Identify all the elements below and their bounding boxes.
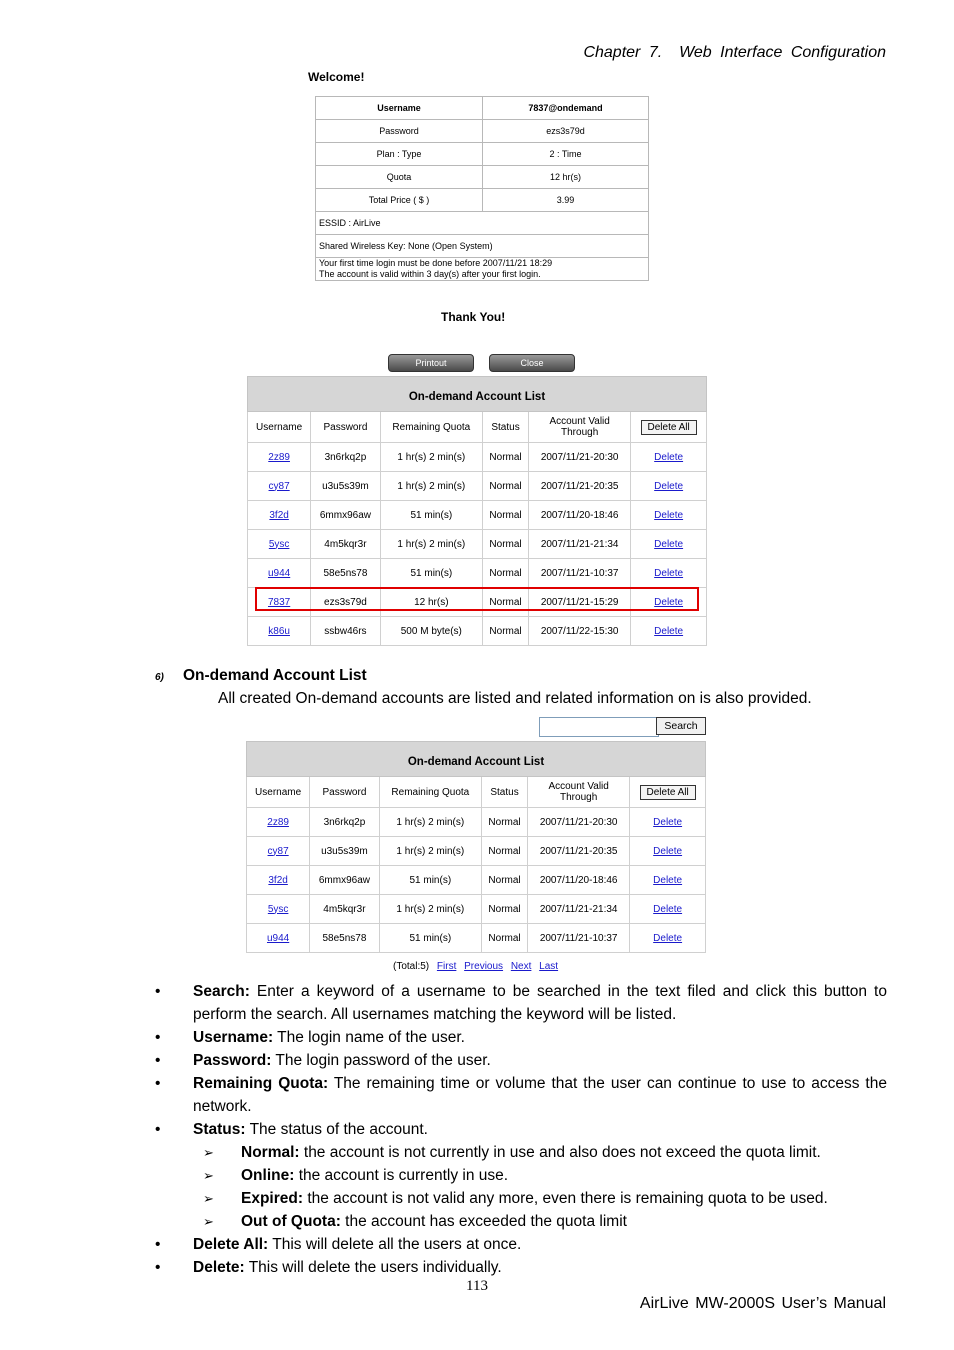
bullet-item (155, 980, 887, 1026)
printout-button[interactable]: Printout (388, 354, 474, 372)
arrow-bullet-icon: ➢ (203, 1145, 214, 1160)
status-term: Expired: (241, 1190, 304, 1207)
login-note-line: Your first time login must be done before 2007/11/21 18:29 (319, 258, 553, 268)
bullet-term: Password: (193, 1052, 272, 1069)
welcome-value: 3.99 (483, 189, 649, 212)
password-cell: 4m5kqr3r (310, 895, 379, 924)
delete-all-button[interactable]: Delete All (640, 785, 696, 800)
username-cell (248, 617, 311, 646)
bullet-term: Username: (193, 1029, 274, 1046)
status-term: Normal: (241, 1144, 300, 1161)
welcome-row (316, 235, 649, 258)
username-link[interactable]: 5ysc (268, 538, 290, 550)
bullet-text: The remaining time or volume that the user can continue to use to access the network. (193, 1075, 887, 1115)
username-cell (247, 808, 310, 837)
quota-cell: 1 hr(s) 2 min(s) (379, 895, 481, 924)
delete-link[interactable]: Delete (654, 538, 684, 550)
valid-through-cell: 2007/11/21-21:34 (528, 895, 630, 924)
table-row (248, 443, 707, 472)
status-cell: Normal (482, 808, 528, 837)
username-link[interactable]: u944 (266, 932, 290, 944)
valid-through-cell: 2007/11/21-20:35 (528, 837, 630, 866)
login-note (316, 258, 649, 281)
column-header-password: Password (310, 777, 379, 808)
status-text: the account is not currently in use and also does not exceed the quota limit. (299, 1144, 821, 1161)
quota-cell: 500 M byte(s) (380, 617, 482, 646)
column-header-status: Status (483, 412, 529, 443)
column-header-remaining-quota: Remaining Quota (380, 412, 482, 443)
delete-link[interactable]: Delete (654, 596, 684, 608)
bullet-text: The login password of the user. (271, 1052, 491, 1069)
valid-through-cell: 2007/11/21-15:29 (529, 588, 631, 617)
delete-cell (631, 559, 707, 588)
bullet-text: The login name of the user. (273, 1029, 465, 1046)
table-row (247, 837, 706, 866)
quota-cell: 1 hr(s) 2 min(s) (380, 472, 482, 501)
bullet-term: Delete: (193, 1259, 245, 1276)
password-cell: 4m5kqr3r (311, 530, 380, 559)
previous-link[interactable]: Previous (464, 961, 504, 972)
delete-all-button[interactable]: Delete All (641, 420, 697, 435)
password-cell: 58e5ns78 (311, 559, 380, 588)
password-cell: 6mmx96aw (310, 866, 379, 895)
username-cell (247, 837, 310, 866)
status-item (155, 1141, 887, 1164)
quota-cell: 1 hr(s) 2 min(s) (379, 837, 481, 866)
close-button[interactable]: Close (489, 354, 575, 372)
delete-cell (631, 617, 707, 646)
status-cell: Normal (483, 559, 529, 588)
valid-through-cell: 2007/11/20-18:46 (528, 866, 630, 895)
welcome-row (316, 189, 649, 212)
section-title: On-demand Account List (183, 667, 367, 684)
status-cell: Normal (483, 501, 529, 530)
quota-cell: 1 hr(s) 2 min(s) (380, 443, 482, 472)
column-header-username: Username (247, 777, 310, 808)
delete-cell (631, 443, 707, 472)
login-note-line: The account is valid within 3 day(s) after your first login. (319, 269, 541, 279)
status-term: Out of Quota: (241, 1213, 341, 1230)
wireless-key-text: Shared Wireless Key: None (Open System) (316, 235, 649, 258)
welcome-row (316, 143, 649, 166)
username-link[interactable]: 2z89 (268, 451, 290, 463)
search-input[interactable] (539, 717, 659, 737)
delete-link[interactable]: Delete (653, 845, 683, 857)
page-number: 113 (466, 1278, 488, 1294)
username-cell (247, 866, 310, 895)
table-row (247, 808, 706, 837)
welcome-title: Welcome! (308, 70, 365, 84)
first-link[interactable]: First (436, 961, 457, 972)
status-cell: Normal (482, 895, 528, 924)
welcome-value: 2 : Time (483, 143, 649, 166)
password-cell: 3n6rkq2p (310, 808, 379, 837)
status-item (155, 1187, 887, 1210)
column-header-valid-through: Account Valid Through (528, 777, 630, 808)
delete-link[interactable]: Delete (653, 932, 683, 944)
next-link[interactable]: Next (510, 961, 532, 972)
password-cell: 3n6rkq2p (311, 443, 380, 472)
pager (393, 961, 558, 972)
table-row (248, 501, 707, 530)
bullet-item (155, 1233, 887, 1256)
table-title: On-demand Account List (247, 742, 706, 777)
page-footer: AirLive MW-2000S User’s Manual (639, 1295, 886, 1312)
arrow-bullet-icon: ➢ (203, 1168, 214, 1183)
highlight-box (255, 587, 699, 611)
quota-cell: 1 hr(s) 2 min(s) (380, 530, 482, 559)
bullet-item (155, 1026, 887, 1049)
delete-cell (631, 472, 707, 501)
status-term: Online: (241, 1167, 295, 1184)
username-link[interactable]: 2z89 (267, 816, 289, 828)
password-cell: ssbw46rs (311, 617, 380, 646)
bullet-icon: • (155, 1029, 161, 1046)
status-cell: Normal (483, 530, 529, 559)
status-cell: Normal (483, 472, 529, 501)
welcome-row (316, 166, 649, 189)
delete-cell (630, 808, 706, 837)
valid-through-cell: 2007/11/21-20:30 (528, 808, 630, 837)
valid-through-cell: 2007/11/21-20:35 (529, 472, 631, 501)
welcome-row (316, 212, 649, 235)
delete-link[interactable]: Delete (654, 451, 684, 463)
delete-cell (631, 501, 707, 530)
welcome-table (315, 96, 649, 281)
username-link[interactable]: 3f2d (269, 509, 289, 521)
password-cell: u3u5s39m (310, 837, 379, 866)
username-link[interactable]: u944 (267, 567, 291, 579)
delete-all-cell (631, 412, 707, 443)
bullet-text: This will delete all the users at once. (268, 1236, 522, 1253)
column-header-status: Status (482, 777, 528, 808)
welcome-row (316, 258, 649, 281)
delete-link[interactable]: Delete (654, 509, 684, 521)
username-cell (248, 559, 311, 588)
status-item (155, 1210, 887, 1233)
bullet-icon: • (155, 1121, 161, 1138)
bullet-item (155, 1072, 887, 1118)
password-cell: ezs3s79d (311, 588, 380, 617)
username-link[interactable]: cy87 (267, 845, 289, 857)
column-header-password: Password (311, 412, 380, 443)
welcome-label: Total Price ( $ ) (316, 189, 483, 212)
quota-cell: 51 min(s) (379, 924, 481, 953)
arrow-bullet-icon: ➢ (203, 1214, 214, 1229)
account-list-table-2 (246, 741, 706, 953)
password-cell: 58e5ns78 (310, 924, 379, 953)
quota-cell: 51 min(s) (379, 866, 481, 895)
bullet-item (155, 1256, 887, 1279)
username-cell (248, 501, 311, 530)
username-cell (247, 895, 310, 924)
status-cell: Normal (483, 617, 529, 646)
bullet-text: The status of the account. (245, 1121, 428, 1138)
delete-cell (631, 530, 707, 559)
delete-cell (630, 895, 706, 924)
bullet-icon: • (155, 1236, 161, 1253)
description-list (155, 980, 887, 1279)
bullet-text: This will delete the users individually. (244, 1259, 502, 1276)
username-link[interactable]: k86u (268, 625, 290, 637)
welcome-label: Username (316, 97, 483, 120)
bullet-icon: • (155, 983, 161, 1000)
table-row (247, 895, 706, 924)
essid-text: ESSID : AirLive (316, 212, 649, 235)
thank-you-text: Thank You! (441, 310, 506, 324)
bullet-term: Status: (193, 1121, 246, 1138)
table-row (248, 559, 707, 588)
username-link[interactable]: 7837 (267, 596, 291, 608)
welcome-row (316, 120, 649, 143)
bullet-term: Delete All: (193, 1236, 269, 1253)
quota-cell: 1 hr(s) 2 min(s) (379, 808, 481, 837)
table-row (247, 866, 706, 895)
bullet-icon: • (155, 1052, 161, 1069)
bullet-term: Search: (193, 983, 250, 1000)
search-button[interactable]: Search (656, 717, 706, 735)
status-item (155, 1164, 887, 1187)
welcome-label: Quota (316, 166, 483, 189)
section-number: 6) (155, 672, 164, 683)
username-cell (248, 472, 311, 501)
welcome-value: ezs3s79d (483, 120, 649, 143)
delete-link[interactable]: Delete (654, 625, 684, 637)
username-link[interactable]: cy87 (268, 480, 290, 492)
arrow-bullet-icon: ➢ (203, 1191, 214, 1206)
username-link[interactable]: 5ysc (267, 903, 289, 915)
total-count: (Total:5) (393, 961, 430, 972)
username-cell (248, 443, 311, 472)
delete-link[interactable]: Delete (653, 816, 683, 828)
valid-through-cell: 2007/11/21-10:37 (529, 559, 631, 588)
bullet-icon: • (155, 1075, 161, 1092)
status-cell: Normal (482, 837, 528, 866)
status-cell: Normal (482, 924, 528, 953)
username-cell (247, 924, 310, 953)
section-intro: All created On-demand accounts are listed and related information on is also provided. (218, 690, 812, 707)
page-header (583, 44, 886, 62)
status-cell: Normal (483, 443, 529, 472)
status-cell: Normal (482, 866, 528, 895)
table-row (247, 924, 706, 953)
valid-through-cell: 2007/11/21-10:37 (528, 924, 630, 953)
welcome-label: Plan : Type (316, 143, 483, 166)
delete-link[interactable]: Delete (654, 480, 684, 492)
chapter-title: Web Interface Configuration (679, 44, 886, 61)
welcome-value: 7837@ondemand (483, 97, 649, 120)
chapter-label: Chapter 7. (583, 44, 663, 61)
bullet-term: Remaining Quota: (193, 1075, 329, 1092)
table-row (248, 530, 707, 559)
quota-cell: 12 hr(s) (380, 588, 482, 617)
column-header-remaining-quota: Remaining Quota (379, 777, 481, 808)
delete-all-cell (630, 777, 706, 808)
valid-through-cell: 2007/11/21-20:30 (529, 443, 631, 472)
column-header-username: Username (248, 412, 311, 443)
delete-cell (630, 837, 706, 866)
welcome-value: 12 hr(s) (483, 166, 649, 189)
welcome-row (316, 97, 649, 120)
delete-link[interactable]: Delete (653, 874, 683, 886)
password-cell: 6mmx96aw (311, 501, 380, 530)
bullet-item (155, 1049, 887, 1072)
bullet-item (155, 1118, 887, 1141)
valid-through-cell: 2007/11/22-15:30 (529, 617, 631, 646)
delete-link[interactable]: Delete (654, 567, 684, 579)
password-cell: u3u5s39m (311, 472, 380, 501)
welcome-label: Password (316, 120, 483, 143)
column-header-valid-through: Account Valid Through (529, 412, 631, 443)
bullet-icon: • (155, 1259, 161, 1276)
last-link[interactable]: Last (539, 961, 559, 972)
username-link[interactable]: 3f2d (268, 874, 288, 886)
status-text: the account is not valid any more, even there is remaining quota to be used. (303, 1190, 828, 1207)
username-cell (248, 530, 311, 559)
table-row (248, 472, 707, 501)
delete-link[interactable]: Delete (653, 903, 683, 915)
table-title: On-demand Account List (248, 377, 707, 412)
table-row (248, 617, 707, 646)
bullet-text: Enter a keyword of a username to be searched in the text filed and click this button to perform the search. All usernames matching the keyword will be listed. (193, 983, 887, 1023)
valid-through-cell: 2007/11/20-18:46 (529, 501, 631, 530)
delete-cell (630, 866, 706, 895)
delete-cell (630, 924, 706, 953)
status-text: the account is currently in use. (294, 1167, 509, 1184)
quota-cell: 51 min(s) (380, 559, 482, 588)
valid-through-cell: 2007/11/21-21:34 (529, 530, 631, 559)
status-cell: Normal (483, 588, 529, 617)
status-text: the account has exceeded the quota limit (340, 1213, 627, 1230)
quota-cell: 51 min(s) (380, 501, 482, 530)
